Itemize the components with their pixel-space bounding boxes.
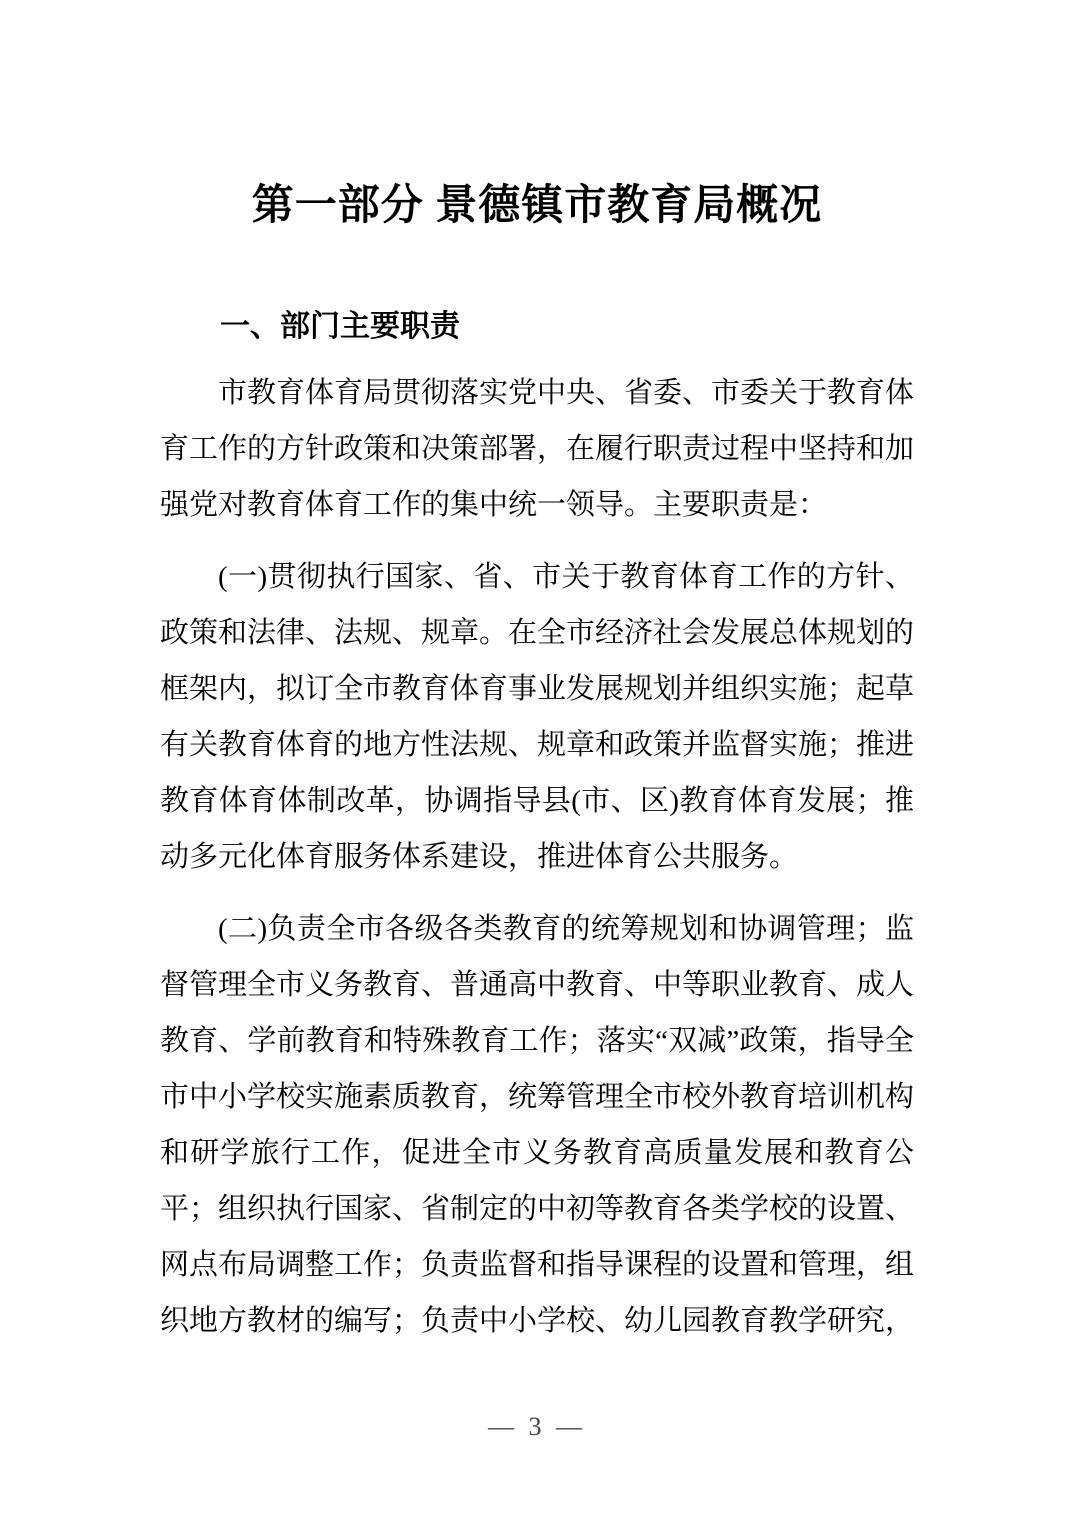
document-title: 第一部分 景德镇市教育局概况 [251,183,823,229]
document-content [0,185,1074,1349]
paragraph-duty-1: (一)贯彻执行国家、省、市关于教育体育工作的方针、政策和法律、法规、规章。在全市经济社会发展总体规划的框架内，拟订全市教育体育事业发展规划并组织实施；起草有关教育体育的地方性法规、规章和政策并监督实施；推进教育体育体制改革，协调指导县(市、区)教育体育发展；推动多元化体育服务体系建设，推进体育公共服务。 [160,561,915,873]
page-number: — 3 — [488,1412,586,1441]
paragraph-intro: 市教育体育局贯彻落实党中央、省委、市委关于教育体育工作的方针政策和决策部署，在履行职责过程中坚持和加强党对教育体育工作的集中统一领导。主要职责是： [160,377,915,521]
section-heading: 一、部门主要职责 [220,310,460,343]
page-footer [0,1412,1074,1442]
paragraph-duty-2: (二)负责全市各级各类教育的统筹规划和协调管理；监督管理全市义务教育、普通高中教育、中等职业教育、成人教育、学前教育和特殊教育工作；落实“双减”政策，指导全市中小学校实施素质教育，统筹管理全市校外教育培训机构和研学旅行工作，促进全市义务教育高质量发展和教育公平；组织执行国家、省制定的中初等教育各类学校的设置、网点布局调整工作；负责监督和指导课程的设置和管理，组织地方教材的编写；负责中小学校、幼儿园教育教学研究， [160,913,915,1337]
